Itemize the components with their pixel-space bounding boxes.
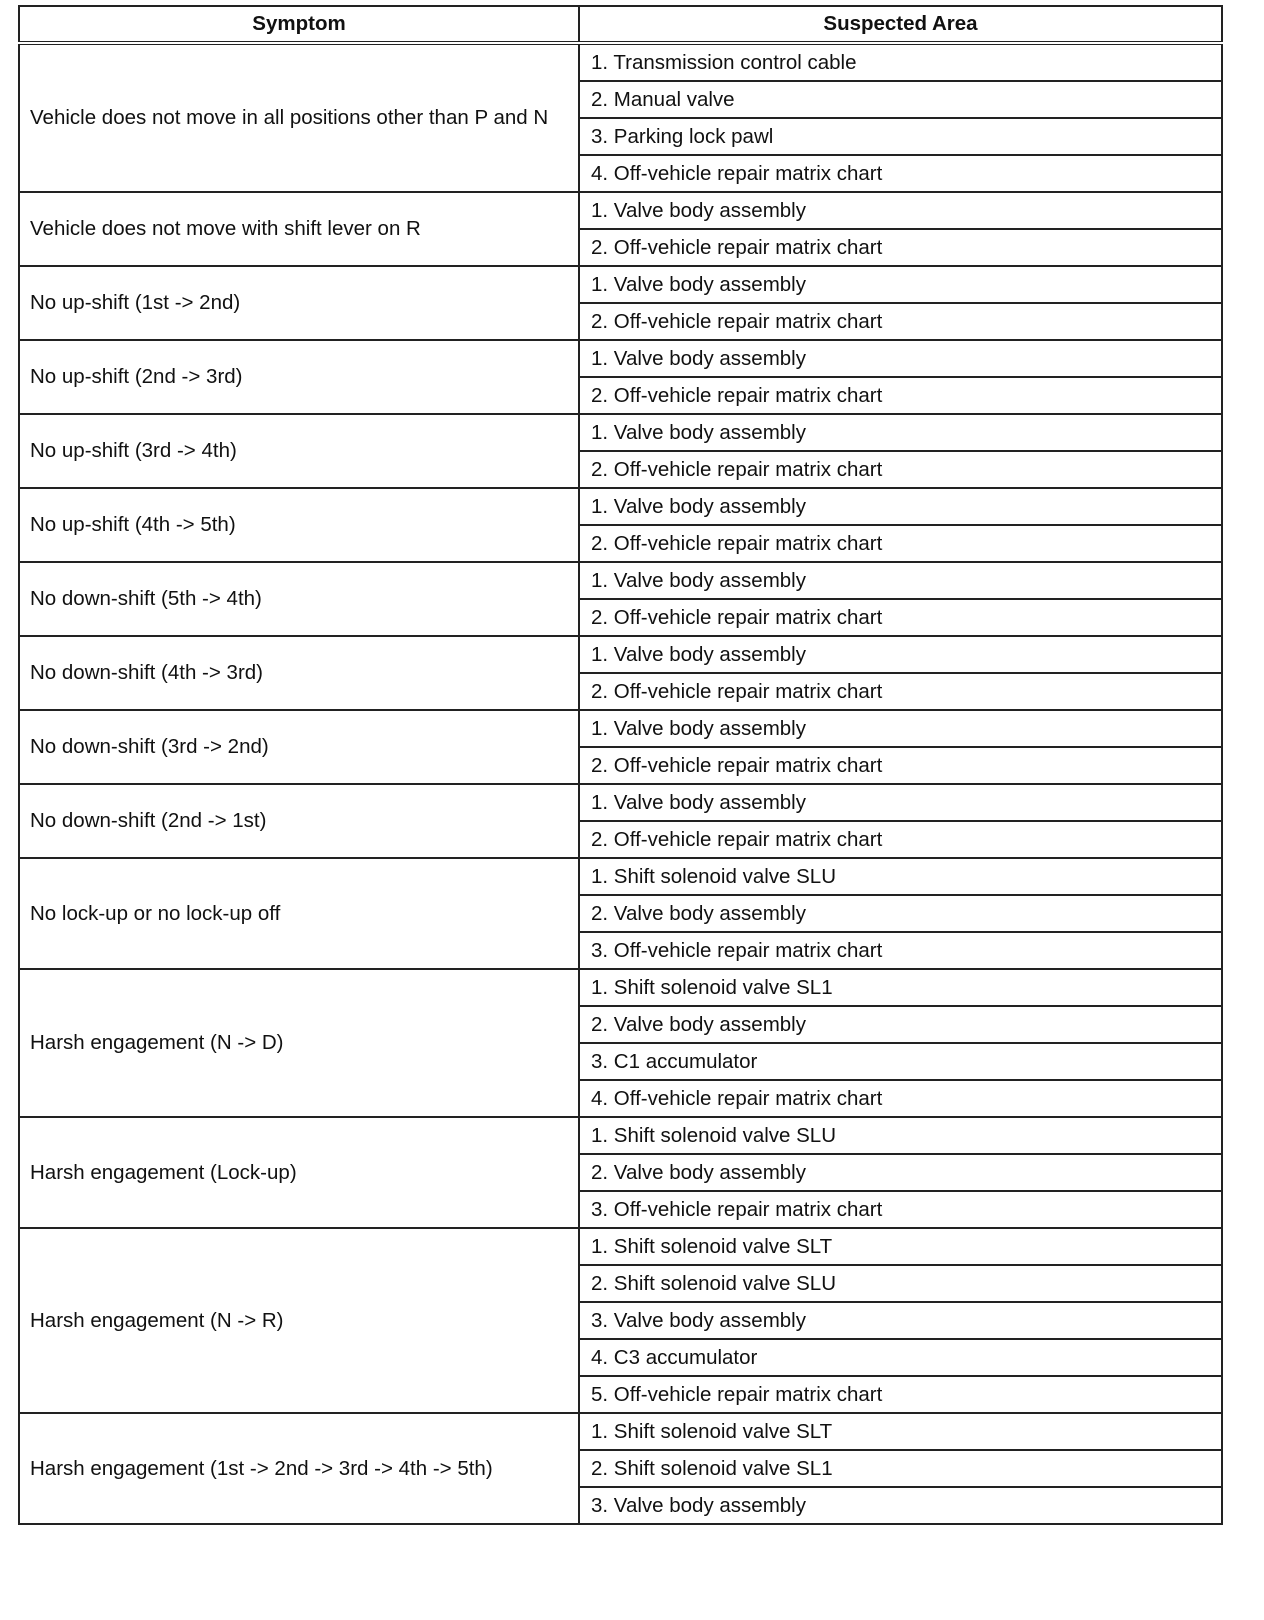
suspected-area-cell: 2. Off-vehicle repair matrix chart	[579, 525, 1222, 562]
suspected-area-cell: 1. Shift solenoid valve SL1	[579, 969, 1222, 1006]
suspected-area-cell: 1. Shift solenoid valve SLU	[579, 858, 1222, 895]
table-row	[19, 414, 1222, 451]
table-row	[19, 636, 1222, 673]
symptom-cell: No up-shift (1st -> 2nd)	[19, 266, 579, 340]
table-row	[19, 266, 1222, 303]
suspected-area-cell: 1. Valve body assembly	[579, 488, 1222, 525]
suspected-area-cell: 3. Parking lock pawl	[579, 118, 1222, 155]
symptom-cell: No lock-up or no lock-up off	[19, 858, 579, 969]
header-row	[19, 6, 1222, 43]
table-row	[19, 488, 1222, 525]
suspected-area-cell: 1. Valve body assembly	[579, 266, 1222, 303]
suspected-area-cell: 2. Off-vehicle repair matrix chart	[579, 303, 1222, 340]
suspected-area-cell: 2. Shift solenoid valve SL1	[579, 1450, 1222, 1487]
table-row	[19, 784, 1222, 821]
suspected-area-cell: 1. Transmission control cable	[579, 43, 1222, 81]
suspected-area-cell: 1. Shift solenoid valve SLU	[579, 1117, 1222, 1154]
table-row	[19, 1228, 1222, 1265]
symptom-cell: No up-shift (4th -> 5th)	[19, 488, 579, 562]
table-row	[19, 1117, 1222, 1154]
suspected-area-cell: 2. Off-vehicle repair matrix chart	[579, 377, 1222, 414]
symptom-table	[18, 5, 1223, 1525]
symptom-cell: No down-shift (2nd -> 1st)	[19, 784, 579, 858]
suspected-area-cell: 2. Off-vehicle repair matrix chart	[579, 599, 1222, 636]
symptom-cell: No up-shift (2nd -> 3rd)	[19, 340, 579, 414]
suspected-area-cell: 2. Valve body assembly	[579, 1154, 1222, 1191]
symptom-cell: No down-shift (4th -> 3rd)	[19, 636, 579, 710]
suspected-area-cell: 2. Off-vehicle repair matrix chart	[579, 451, 1222, 488]
suspected-area-cell: 1. Valve body assembly	[579, 636, 1222, 673]
suspected-area-cell: 4. C3 accumulator	[579, 1339, 1222, 1376]
table-row	[19, 192, 1222, 229]
symptom-cell: Vehicle does not move in all positions other than P and N	[19, 43, 579, 192]
suspected-area-cell: 1. Valve body assembly	[579, 192, 1222, 229]
suspected-area-cell: 1. Valve body assembly	[579, 414, 1222, 451]
suspected-area-cell: 2. Manual valve	[579, 81, 1222, 118]
table-body	[19, 43, 1222, 1524]
table-row	[19, 340, 1222, 377]
suspected-area-cell: 2. Off-vehicle repair matrix chart	[579, 229, 1222, 266]
symptom-cell: No down-shift (3rd -> 2nd)	[19, 710, 579, 784]
symptom-cell: Vehicle does not move with shift lever on R	[19, 192, 579, 266]
table-row	[19, 710, 1222, 747]
suspected-area-cell: 2. Shift solenoid valve SLU	[579, 1265, 1222, 1302]
header-suspected-area: Suspected Area	[579, 6, 1222, 43]
symptom-cell: Harsh engagement (Lock-up)	[19, 1117, 579, 1228]
symptom-cell: Harsh engagement (1st -> 2nd -> 3rd -> 4th -> 5th)	[19, 1413, 579, 1524]
table-row	[19, 1413, 1222, 1450]
suspected-area-cell: 3. Valve body assembly	[579, 1302, 1222, 1339]
table-header	[19, 6, 1222, 43]
header-symptom: Symptom	[19, 6, 579, 43]
table-row	[19, 969, 1222, 1006]
suspected-area-cell: 5. Off-vehicle repair matrix chart	[579, 1376, 1222, 1413]
suspected-area-cell: 1. Valve body assembly	[579, 710, 1222, 747]
suspected-area-cell: 3. Off-vehicle repair matrix chart	[579, 1191, 1222, 1228]
suspected-area-cell: 1. Shift solenoid valve SLT	[579, 1413, 1222, 1450]
document-page	[18, 5, 1221, 1525]
suspected-area-cell: 3. Off-vehicle repair matrix chart	[579, 932, 1222, 969]
suspected-area-cell: 1. Shift solenoid valve SLT	[579, 1228, 1222, 1265]
table-row	[19, 562, 1222, 599]
suspected-area-cell: 1. Valve body assembly	[579, 784, 1222, 821]
symptom-cell: Harsh engagement (N -> D)	[19, 969, 579, 1117]
suspected-area-cell: 4. Off-vehicle repair matrix chart	[579, 155, 1222, 192]
symptom-cell: No down-shift (5th -> 4th)	[19, 562, 579, 636]
suspected-area-cell: 2. Off-vehicle repair matrix chart	[579, 821, 1222, 858]
suspected-area-cell: 2. Off-vehicle repair matrix chart	[579, 747, 1222, 784]
suspected-area-cell: 2. Valve body assembly	[579, 1006, 1222, 1043]
suspected-area-cell: 1. Valve body assembly	[579, 340, 1222, 377]
suspected-area-cell: 3. Valve body assembly	[579, 1487, 1222, 1524]
suspected-area-cell: 3. C1 accumulator	[579, 1043, 1222, 1080]
suspected-area-cell: 1. Valve body assembly	[579, 562, 1222, 599]
suspected-area-cell: 4. Off-vehicle repair matrix chart	[579, 1080, 1222, 1117]
symptom-cell: Harsh engagement (N -> R)	[19, 1228, 579, 1413]
table-row	[19, 43, 1222, 81]
table-row	[19, 858, 1222, 895]
suspected-area-cell: 2. Off-vehicle repair matrix chart	[579, 673, 1222, 710]
suspected-area-cell: 2. Valve body assembly	[579, 895, 1222, 932]
symptom-cell: No up-shift (3rd -> 4th)	[19, 414, 579, 488]
